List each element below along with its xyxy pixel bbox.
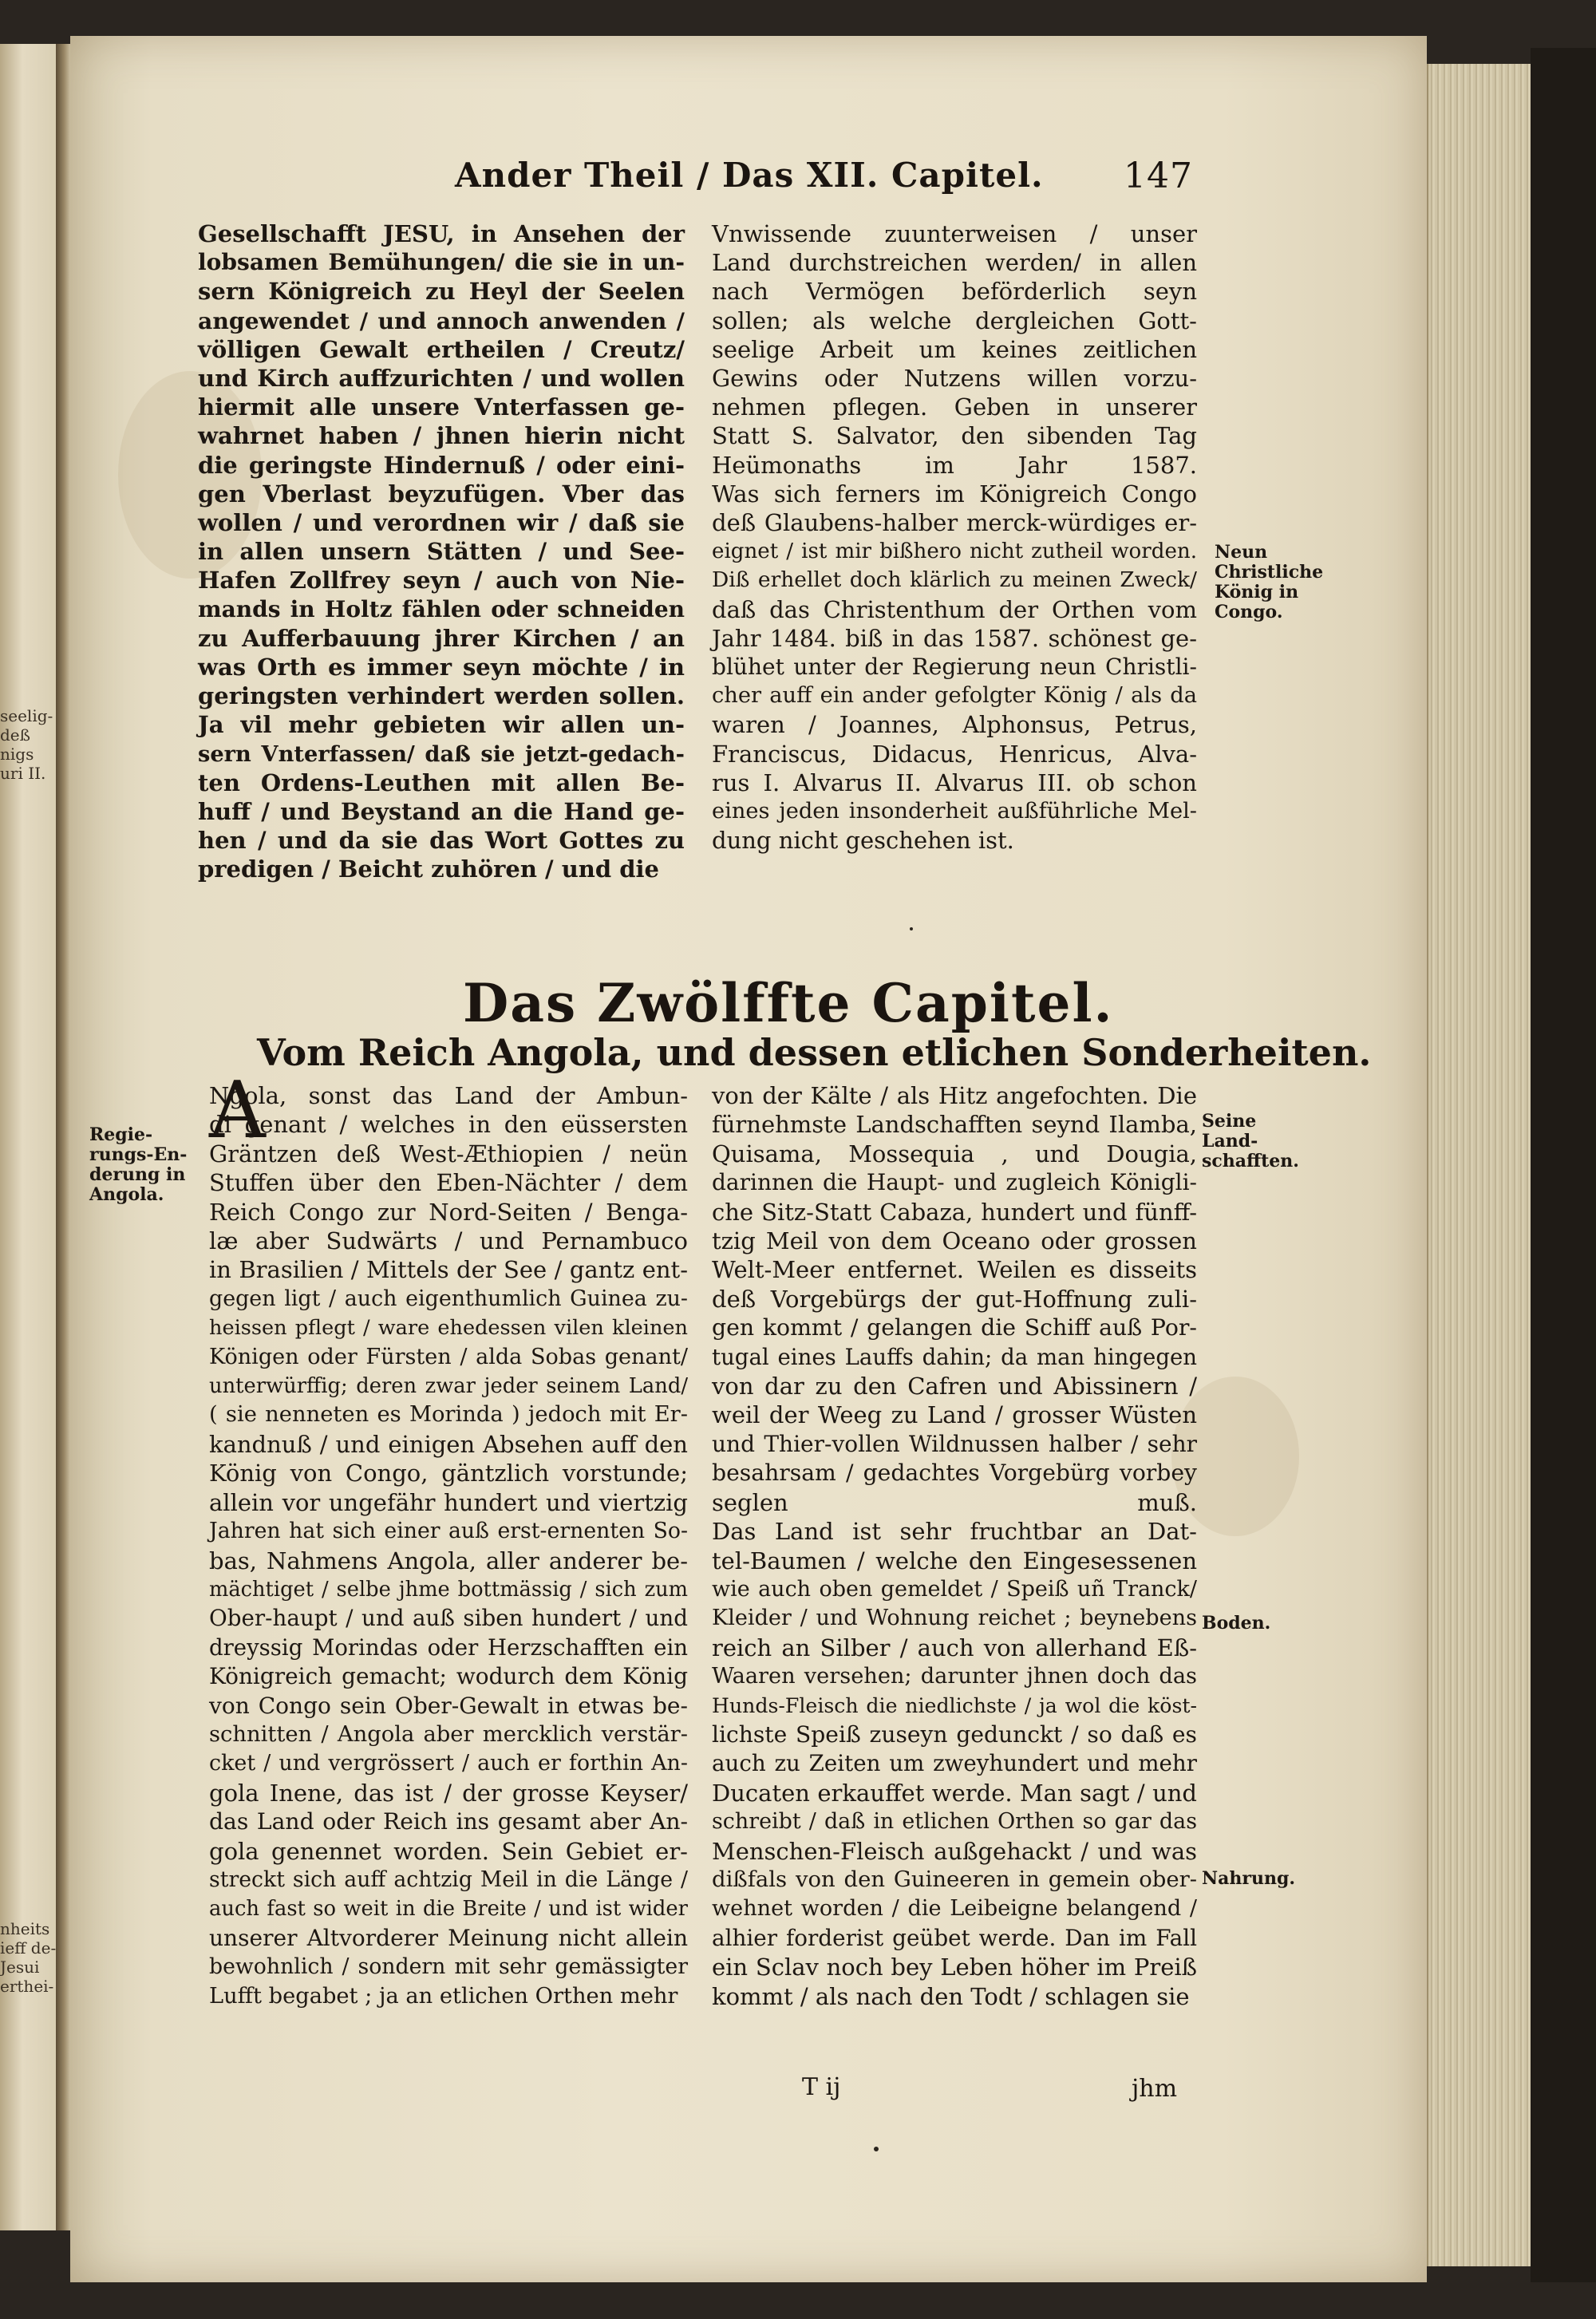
text-line: gola genennet worden. Sein Gebiet er- [209, 1837, 688, 1865]
text-line: wollen / und verordnen wir / daß sie [198, 509, 685, 537]
text-line: auch zu Zeiten um zweyhundert und mehr [712, 1750, 1197, 1777]
text-line: derung in [89, 1164, 186, 1185]
text-line: gola Inene, das ist / der grosse Keyser/ [209, 1779, 688, 1807]
text-line: huff / und Beystand an die Hand ge- [198, 798, 685, 826]
text-line: daß das Christenthum der Orthen vom [712, 595, 1197, 623]
ink-speck [910, 927, 913, 930]
text-line: in allen unsern Stätten / und See- [198, 538, 685, 566]
bottom-right-column [712, 1081, 1197, 2011]
fragment-line: Jesui [0, 1958, 40, 1977]
text-line: Lufft begabet ; ja an etlichen Orthen mehr [209, 1983, 678, 2009]
text-line: gegen ligt / auch eigenthumlich Guinea zu- [209, 1286, 688, 1311]
text-line: Gräntzen deß West-Æthiopien / neün [209, 1140, 688, 1167]
text-line: Regie- [89, 1124, 153, 1145]
dark-border [1531, 48, 1596, 2282]
left-page-edge [0, 44, 57, 2230]
text-line: eines jeden insonderheit außführliche Mel- [712, 799, 1197, 824]
text-line: Statt S. Salvator, den sibenden Tag [712, 422, 1197, 450]
text-line: wehnet worden / die Leibeigne belangend / [712, 1896, 1197, 1922]
text-line: seelige Arbeit um keines zeitlichen [712, 335, 1197, 363]
text-line: Christliche [1215, 562, 1324, 583]
text-line: Vnwissende zuunterweisen / unser [712, 220, 1197, 247]
text-line: tugal eines Lauffs dahin; da man hingegen [712, 1344, 1197, 1370]
running-head: Ander Theil / Das XII. Capitel. [455, 156, 1044, 195]
text-line: König in [1215, 582, 1299, 602]
text-line: Heümonaths im Jahr 1587. [712, 451, 1197, 479]
text-line: Gewins oder Nutzens willen vorzu- [712, 365, 1197, 393]
text-line: was Orth es immer seyn möchte / in [198, 654, 685, 681]
text-line: rungs-En- [89, 1144, 188, 1165]
text-line: Seine [1202, 1111, 1257, 1132]
margin-note-boden [1202, 1614, 1270, 1634]
text-line: cher auff ein ander gefolgter König / als da [712, 683, 1197, 709]
top-left-column [198, 219, 685, 884]
text-line: und Kirch auffzurichten / und wollen [198, 365, 685, 393]
text-line: allein vor ungefähr hundert und viertzig [209, 1488, 688, 1516]
text-line: nach Vermögen beförderlich seyn [712, 278, 1197, 306]
text-line: auch fast so weit in die Breite / und ist wider [209, 1897, 688, 1922]
text-line: alhier forderist geübet werde. Dan im Fall [712, 1924, 1197, 1951]
text-line: ein Sclav noch bey Leben höher im Preiß [712, 1954, 1197, 1981]
text-line: gen Vberlast beyzufügen. Vber das [198, 480, 685, 508]
text-line: zu Aufferbauung jhrer Kirchen / an [198, 624, 685, 652]
text-line: gen kommt / gelangen die Schiff auß Por- [712, 1314, 1197, 1341]
text-line: seglen muß. [712, 1488, 1197, 1516]
text-line: von Congo sein Ober-Gewalt in etwas be- [209, 1692, 688, 1719]
text-line: Ducaten erkauffet werde. Man sagt / und [712, 1779, 1197, 1807]
text-line: cket / und vergrössert / auch er forthin An- [209, 1751, 688, 1776]
text-line: sollen; als welche dergleichen Gott- [712, 306, 1197, 334]
text-line: fürnehmste Landschafften seynd Ilamba, [712, 1111, 1197, 1139]
text-line: Gesellschafft JESU, in Ansehen der [198, 220, 685, 247]
text-line: Ja vil mehr gebieten wir allen un- [198, 711, 685, 739]
margin-note-nahrung [1202, 1869, 1295, 1889]
ink-speck [874, 2147, 879, 2151]
text-line: Boden. [1202, 1613, 1271, 1634]
text-line: Stuffen über den Eben-Nächter / dem [209, 1169, 688, 1197]
text-line: besahrsam / gedachtes Vorgebürg vorbey [712, 1460, 1197, 1487]
text-line: Diß erhellet doch klärlich zu meinen Zweck/ [712, 567, 1197, 593]
text-line: König von Congo, gäntzlich vorstunde; [209, 1460, 688, 1487]
text-line: Reich Congo zur Nord-Seiten / Benga- [209, 1198, 688, 1226]
text-line: Neun [1215, 542, 1268, 563]
text-line: Königen oder Fürsten / alda Sobas genant/ [209, 1344, 688, 1369]
text-line: geringsten verhindert werden sollen. [198, 682, 685, 710]
fragment-line: erthei- [0, 1977, 54, 1996]
text-line: rus I. Alvarus II. Alvarus III. ob schon [712, 768, 1197, 796]
catchword: jhm [1132, 2075, 1178, 2103]
text-line: dißfals von den Guineeren in gemein ober- [712, 1867, 1197, 1892]
text-line: deß Glaubens-halber merck-würdiges er- [712, 509, 1197, 537]
drop-cap: A [209, 1065, 266, 1156]
text-line: deß Vorgebürgs der gut-Hoffnung zuli- [712, 1285, 1197, 1313]
text-line: heissen pflegt / ware ehedessen vilen kleinen [209, 1316, 688, 1341]
text-line: mands in Holtz fählen oder schneiden [198, 595, 685, 622]
text-line: von der Kälte / als Hitz angefochten. Die [712, 1082, 1197, 1109]
text-line: unserer Altvorderer Meinung nicht allein [209, 1924, 688, 1951]
text-line: und Thier-vollen Wildnussen halber / sehr [712, 1430, 1197, 1457]
text-line: darinnen die Haupt- und zugleich Königli- [712, 1169, 1197, 1196]
fragment-line: nheits [0, 1919, 50, 1938]
text-line: sern Vnterfassen/ daß sie jetzt-gedach- [198, 741, 685, 767]
text-line: Land durchstreichen werden/ in allen [712, 249, 1197, 277]
text-line: schafften. [1202, 1151, 1299, 1171]
text-line: Land- [1202, 1131, 1258, 1152]
text-line: Das Land ist sehr fruchtbar an Dat- [712, 1518, 1197, 1546]
text-line: in Brasilien / Mittels der See / gantz ent- [209, 1256, 688, 1284]
margin-note-neun [1215, 543, 1323, 622]
text-line: waren / Joannes, Alphonsus, Petrus, [712, 711, 1197, 739]
left-page-fragment-upper [0, 706, 53, 783]
margin-note-regierung [89, 1125, 187, 1205]
text-line: lobsamen Bemühungen/ die sie in un- [198, 249, 685, 276]
text-line: Ober-haupt / und auß siben hundert / und [209, 1605, 688, 1632]
text-line: völligen Gewalt ertheilen / Creutz/ [198, 335, 685, 363]
text-line: che Sitz-Statt Cabaza, hundert und fünff- [712, 1198, 1197, 1226]
text-line: Jahr 1484. biß in das 1587. schönest ge- [712, 624, 1197, 652]
text-line: Hunds-Fleisch die niedlichste / ja wol die köst- [712, 1693, 1197, 1717]
text-line: Nahrung. [1202, 1868, 1295, 1889]
top-right-column [712, 219, 1197, 855]
fragment-line: deß [0, 725, 30, 745]
text-line: tel-Baumen / welche den Eingesessenen [712, 1547, 1197, 1574]
text-line: reich an Silber / auch von allerhand Eß- [712, 1634, 1197, 1661]
text-line: schnitten / Angola aber mercklich verstär- [209, 1721, 688, 1747]
text-line: unterwürffig; deren zwar jeder seinem Land/ [209, 1374, 688, 1399]
text-line: bewohnlich / sondern mit sehr gemässigter [209, 1954, 688, 1980]
text-line: streckt sich auff achtzig Meil in die Länge / [209, 1867, 688, 1892]
text-line: dreyssig Morindas oder Herzschafften ein [209, 1634, 688, 1661]
text-line: weil der Weeg zu Land / grosser Wüsten [712, 1401, 1197, 1429]
text-line: hen / und da sie das Wort Gottes zu [198, 827, 685, 855]
left-page-fragment-lower [0, 1919, 56, 1996]
text-line: Angola. [89, 1184, 164, 1205]
chapter-subtitle: Vom Reich Angola, und dessen etlichen Sonderheiten. [257, 1031, 1372, 1074]
text-line: lichste Speiß zuseyn gedunckt / so daß es [712, 1720, 1197, 1748]
text-line: eignet / ist mir bißhero nicht zutheil worden. [712, 539, 1197, 564]
text-line: sern Königreich zu Heyl der Seelen [198, 278, 685, 306]
text-line: læ aber Sudwärts / und Pernambuco [209, 1227, 688, 1255]
text-line: di genant / welches in den eüssersten [209, 1111, 688, 1139]
bottom-left-column [209, 1081, 688, 2011]
text-line: das Land oder Reich ins gesamt aber An- [209, 1808, 688, 1835]
text-line: Congo. [1215, 602, 1283, 622]
text-line: kandnuß / und einigen Absehen auff den [209, 1430, 688, 1458]
margin-note-landschafften [1202, 1112, 1299, 1171]
text-line: hiermit alle unsere Vnterfassen ge- [198, 393, 685, 421]
fragment-line: uri II. [0, 764, 46, 783]
signature-mark: T ij [802, 2073, 841, 2101]
text-line: Was sich ferners im Königreich Congo [712, 480, 1197, 508]
text-line: mächtiget / selbe jhme bottmässig / sich zum [209, 1577, 688, 1602]
text-line: ten Ordens-Leuthen mit allen Be- [198, 768, 685, 796]
text-line: nehmen pflegen. Geben in unserer [712, 393, 1197, 421]
text-line: Ngola, sonst das Land der Ambun- [209, 1082, 688, 1109]
text-line: Kleider / und Wohnung reichet ; beynebens [712, 1606, 1197, 1631]
text-line: ( sie nenneten es Morinda ) jedoch mit Er- [209, 1402, 688, 1428]
fragment-line: seelig- [0, 706, 53, 725]
text-line: tzig Meil von dem Oceano oder grossen [712, 1227, 1197, 1255]
chapter-title: Das Zwölffte Capitel. [463, 972, 1114, 1034]
book-gutter [56, 44, 70, 2230]
text-line: Quisama, Mossequia , und Dougia, [712, 1140, 1197, 1167]
text-line: kommt / als nach den Todt / schlagen sie [712, 1982, 1190, 2010]
page-block-edge [1427, 64, 1532, 2266]
text-line: predigen / Beicht zuhören / und die [198, 855, 659, 883]
text-line: Jahren hat sich einer auß erst-ernenten So- [209, 1519, 688, 1544]
text-line: dung nicht geschehen ist. [712, 827, 1014, 855]
page-number: 147 [1124, 156, 1193, 196]
text-line: angewendet / und annoch anwenden / [198, 306, 685, 334]
text-line: bas, Nahmens Angola, aller anderer be- [209, 1547, 688, 1574]
text-line: wie auch oben gemeldet / Speiß uñ Tranck/ [712, 1576, 1197, 1602]
text-line: Menschen-Fleisch außgehackt / und was [712, 1837, 1197, 1865]
text-line: blühet unter der Regierung neun Christli- [712, 654, 1197, 681]
text-line: Welt-Meer entfernet. Weilen es disseits [712, 1256, 1197, 1284]
text-line: Waaren versehen; darunter jhnen doch das [712, 1664, 1197, 1689]
fragment-line: nigs [0, 745, 34, 764]
text-line: Königreich gemacht; wodurch dem König [209, 1663, 688, 1690]
text-line: von dar zu den Cafren und Abissinern / [712, 1373, 1197, 1400]
fragment-line: ieff de- [0, 1938, 57, 1958]
text-line: Hafen Zollfrey seyn / auch von Nie- [198, 567, 685, 595]
text-line: wahrnet haben / jhnen hierin nicht [198, 422, 685, 450]
text-line: die geringste Hindernuß / oder eini- [198, 451, 685, 479]
text-line: schreibt / daß in etlichen Orthen so gar das [712, 1809, 1197, 1835]
text-line: Franciscus, Didacus, Henricus, Alva- [712, 740, 1197, 768]
